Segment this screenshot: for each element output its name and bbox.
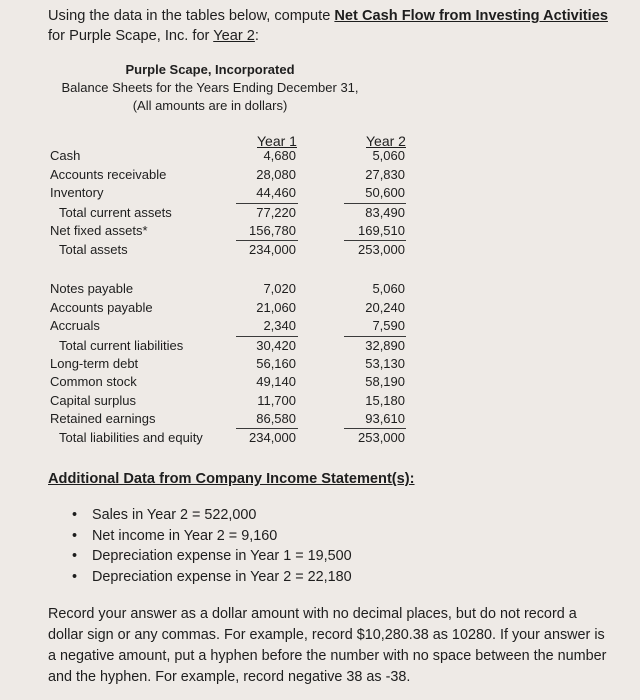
additional-data-title: Additional Data from Company Income Statement(s): [48, 471, 415, 487]
company-name: Purple Scape, Incorporated [125, 62, 295, 77]
question-text [48, 6, 618, 46]
question-suffix: : [254, 28, 259, 44]
question-emphasis: Net Cash Flow from Investing Activities [334, 8, 608, 24]
year1-value: 28,080 [256, 167, 296, 182]
year1-value: 49,140 [256, 374, 296, 389]
year2-value: 58,190 [365, 374, 405, 389]
year2-value: 169,510 [358, 223, 405, 238]
year1-value: 30,420 [256, 338, 296, 353]
row-label: Accruals [50, 318, 100, 333]
year1-value: 2,340 [263, 318, 296, 333]
year2-value: 253,000 [358, 242, 405, 257]
year2-value: 83,490 [365, 205, 405, 220]
table-row [0, 355, 640, 373]
year2-value: 32,890 [365, 338, 405, 353]
year1-value: 156,780 [249, 223, 296, 238]
row-label: Inventory [50, 185, 104, 200]
year2-value: 7,590 [372, 318, 405, 333]
year1-value: 234,000 [249, 430, 296, 445]
year1-value: 44,460 [256, 185, 296, 200]
amounts-note: (All amounts are in dollars) [132, 98, 288, 113]
table-row [0, 429, 640, 447]
year1-value: 11,700 [257, 393, 296, 408]
row-label: Total current assets [59, 205, 172, 220]
table-row [0, 410, 640, 428]
balance-sheet-subtitle: Balance Sheets for the Years Ending December 31, [61, 80, 359, 95]
question-middle: for Purple Scape, Inc. for [48, 28, 214, 44]
list-item: • Sales in Year 2 = 522,000 [72, 505, 352, 526]
row-label: Cash [50, 148, 81, 163]
row-label: Accounts payable [50, 300, 153, 315]
year2-value: 20,240 [365, 300, 405, 315]
table-row [0, 184, 640, 202]
list-item: • Net income in Year 2 = 9,160 [72, 526, 352, 547]
year2-value: 93,610 [365, 411, 405, 426]
year1-value: 234,000 [249, 242, 296, 257]
year2-value: 27,830 [365, 167, 405, 182]
table-row [0, 337, 640, 355]
year2-value: 253,000 [358, 430, 405, 445]
year2-value: 53,130 [365, 356, 405, 371]
row-label: Long-term debt [50, 356, 139, 371]
table-row [0, 241, 640, 259]
additional-data-list [72, 505, 352, 587]
year1-value: 4,680 [263, 148, 296, 163]
row-label: Net fixed assets* [50, 223, 148, 238]
list-item: • Depreciation expense in Year 2 = 22,180 [72, 567, 352, 588]
row-label: Retained earnings [50, 411, 156, 426]
answer-instructions: Record your answer as a dollar amount with no decimal places, but do not record a dollar sign or any commas. For example, record $10,280.38 as 10280. If your answer is a negative amount, put a hyphen before the number with no space between the number and the hyphen. For example, record negative 38 as -38. [48, 606, 607, 685]
row-label: Total liabilities and equity [59, 430, 203, 445]
year1-value: 86,580 [256, 411, 296, 426]
row-label: Total current liabilities [59, 338, 184, 353]
year1-value: 7,020 [263, 281, 296, 296]
year1-value: 56,160 [256, 356, 296, 371]
table-row [0, 392, 640, 410]
year2-value: 50,600 [365, 185, 405, 200]
col-header-year2: Year 2 [366, 133, 406, 149]
table-row [0, 280, 640, 298]
table-row [0, 373, 640, 391]
row-label: Capital surplus [50, 393, 136, 408]
table-row [0, 147, 640, 165]
year2-value: 5,060 [372, 281, 405, 296]
row-label: Common stock [50, 374, 137, 389]
year2-value: 15,180 [365, 393, 405, 408]
question-prefix: Using the data in the tables below, compute [48, 8, 335, 24]
table-row [0, 299, 640, 317]
table-row [0, 166, 640, 184]
table-row [0, 204, 640, 222]
question-year: Year 2 [213, 28, 255, 44]
row-label: Accounts receivable [50, 167, 167, 182]
year2-value: 5,060 [372, 148, 405, 163]
table-row [0, 222, 640, 240]
year1-value: 21,060 [256, 300, 296, 315]
list-item: • Depreciation expense in Year 1 = 19,500 [72, 546, 352, 567]
row-label: Notes payable [50, 281, 134, 296]
table-row [0, 317, 640, 335]
row-label: Total assets [59, 242, 128, 257]
year1-value: 77,220 [256, 205, 296, 220]
col-header-year1: Year 1 [257, 133, 297, 149]
